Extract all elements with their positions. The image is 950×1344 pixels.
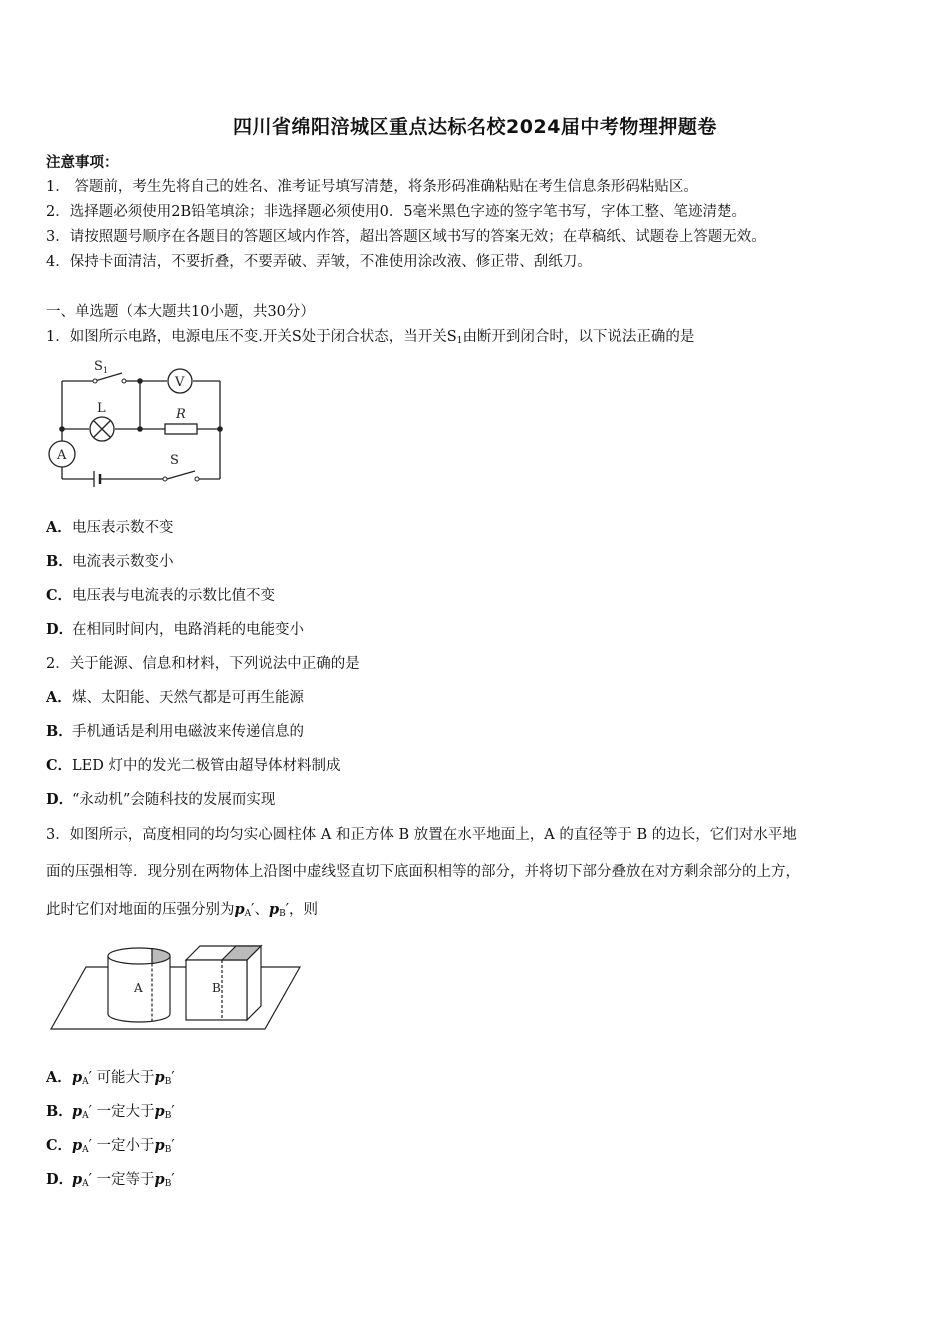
label-s: S xyxy=(170,453,179,468)
notice-item: 1． 答题前，考生先将自己的姓名、准考证号填写清楚，将条形码准确粘贴在考生信息条形码粘贴区。 xyxy=(46,179,698,195)
notice-item: 2．选择题必须使用2B铅笔填涂；非选择题必须使用0．5毫米黑色字迹的签字笔书写，字体工整、笔迹清楚。 xyxy=(46,204,747,220)
page-title: 四川省绵阳涪城区重点达标名校2024届中考物理押题卷 xyxy=(233,116,717,138)
option: B．手机通话是利用电磁波来传递信息的 xyxy=(46,723,304,740)
label-a: A xyxy=(57,448,67,463)
option: A．电压表示数不变 xyxy=(46,519,174,536)
cylinder-cube-diagram xyxy=(46,940,306,1035)
question-3-line: 3．如图所示，高度相同的均匀实心圆柱体 A 和正方体 B 放置在水平地面上，A 的直径等于 B 的边长，它们对水平地 xyxy=(46,827,797,843)
label-cylinder-a: A xyxy=(134,981,143,995)
question-1-stem: 1．如图所示电路，电源电压不变.开关S处于闭合状态，当开关$S_1$由断开到闭合时，以下说法正确的是 xyxy=(46,329,695,346)
option: D．$p_A'$ 一定等于$p_B'$ xyxy=(46,1171,175,1189)
section-heading: 一、单选题（本大题共10小题，共30分） xyxy=(46,304,315,320)
label-cube-b: B xyxy=(212,981,221,995)
option: D．“永动机”会随科技的发展而实现 xyxy=(46,791,276,808)
question-2-stem: 2．关于能源、信息和材料，下列说法中正确的是 xyxy=(46,656,360,672)
option: C．电压表与电流表的示数比值不变 xyxy=(46,587,275,604)
notice-item: 3．请按照题号顺序在各题目的答题区域内作答，超出答题区域书写的答案无效；在草稿纸、试题卷上答题无效。 xyxy=(46,229,766,245)
option: A．$p_A'$ 可能大于$p_B'$ xyxy=(46,1069,175,1087)
notice-heading: 注意事项： xyxy=(46,154,119,171)
circuit-diagram xyxy=(40,355,240,495)
notice-item: 4．保持卡面清洁，不要折叠，不要弄破、弄皱，不准使用涂改液、修正带、刮纸刀。 xyxy=(46,254,592,270)
option: B．$p_A'$ 一定大于$p_B'$ xyxy=(46,1103,175,1121)
question-3-line: 面的压强相等．现分别在两物体上沿图中虚线竖直切下底面积相等的部分，并将切下部分叠放在对方剩余部分的上方， xyxy=(46,864,800,880)
label-v: V xyxy=(175,375,185,390)
label-s1-sub: 1 xyxy=(103,366,109,375)
option: A．煤、太阳能、天然气都是可再生能源 xyxy=(46,689,304,706)
question-3-line: 此时它们对地面的压强分别为$p_A'$、$p_B'$，则 xyxy=(46,901,318,919)
option: C．LED 灯中的发光二极管由超导体材料制成 xyxy=(46,757,341,774)
option: B．电流表示数变小 xyxy=(46,553,174,570)
option: C．$p_A'$ 一定小于$p_B'$ xyxy=(46,1137,175,1155)
label-r: R xyxy=(176,407,186,422)
label-s1: S xyxy=(94,359,103,374)
option: D．在相同时间内，电路消耗的电能变小 xyxy=(46,621,304,638)
label-l: L xyxy=(97,401,106,416)
